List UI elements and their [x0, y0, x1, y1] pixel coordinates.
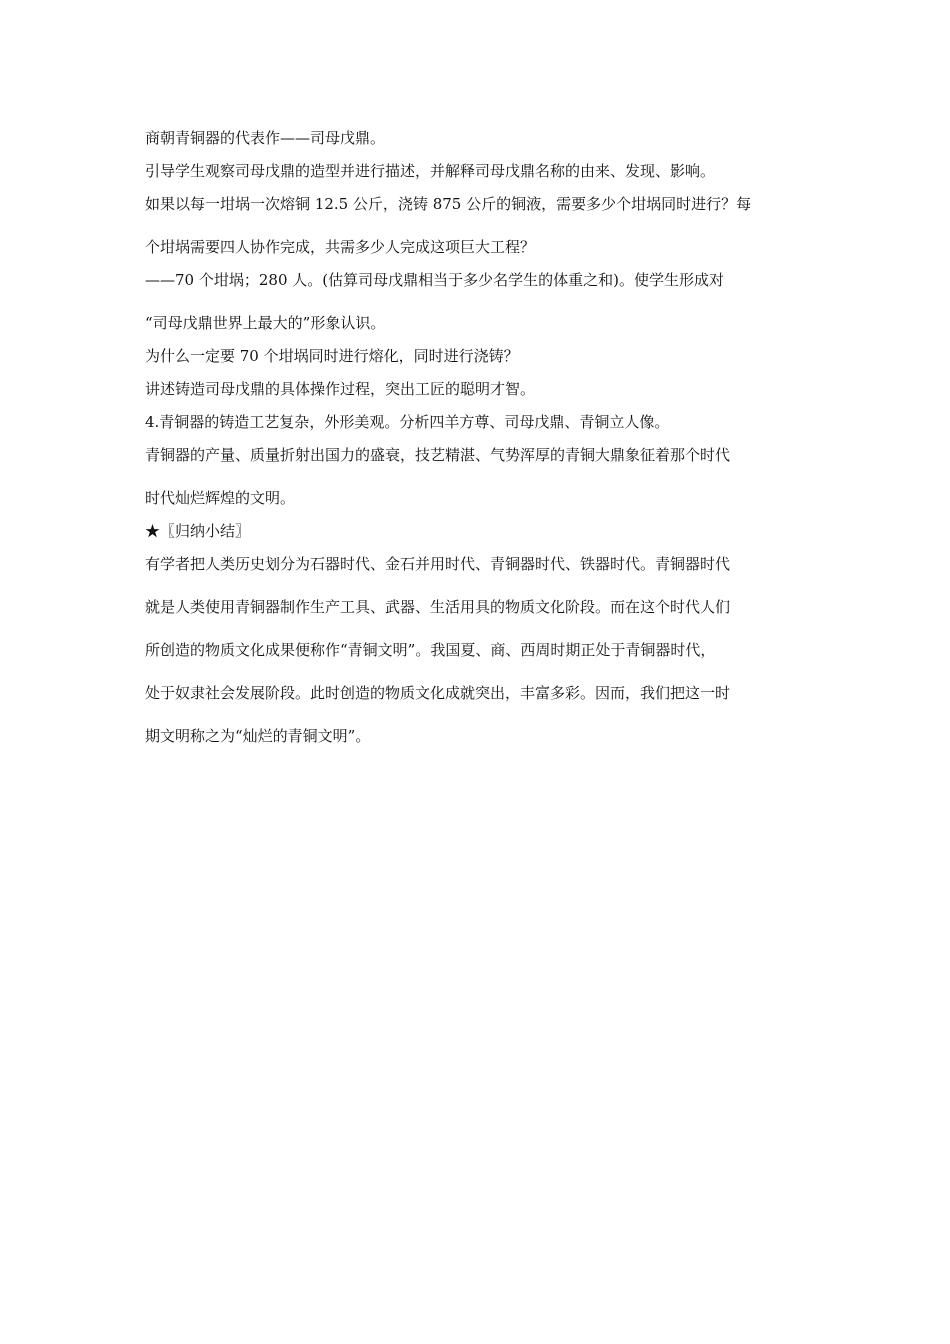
- text-line-2: 引导学生观察司母戊鼎的造型并进行描述，并解释司母戊鼎名称的由来、发现、影响。: [145, 162, 716, 180]
- text-line-15: 所创造的物质文化成果便称作“青铜文明”。我国夏、商、西周时期正处于青铜器时代，: [145, 641, 716, 659]
- text-line-10: 青铜器的产量、质量折射出国力的盛衰，技艺精湛、气势浑厚的青铜大鼎象征着那个时代: [145, 446, 731, 464]
- section-heading-summary: ★〖归纳小结〗: [145, 522, 251, 540]
- text-line-17: 期文明称之为“灿烂的青铜文明”。: [145, 727, 371, 745]
- text-line-5: ——70 个坩埚；280 人。(估算司母戊鼎相当于多少名学生的体重之和)。使学生形成对: [145, 271, 724, 289]
- text-line-7: 为什么一定要 70 个坩埚同时进行熔化，同时进行浇铸？: [145, 347, 519, 365]
- text-line-16: 处于奴隶社会发展阶段。此时创造的物质文化成就突出，丰富多彩。因而，我们把这一时: [145, 684, 731, 702]
- text-line-13: 有学者把人类历史划分为石器时代、金石并用时代、青铜器时代、铁器时代。青铜器时代: [145, 555, 731, 573]
- text-line-14: 就是人类使用青铜器制作生产工具、武器、生活用具的物质文化阶段。而在这个时代人们: [145, 598, 731, 616]
- text-line-9: 4.青铜器的铸造工艺复杂，外形美观。分析四羊方尊、司母戊鼎、青铜立人像。: [145, 413, 670, 431]
- text-line-6: “司母戊鼎世界上最大的”形象认识。: [145, 314, 386, 332]
- text-line-1: 商朝青铜器的代表作——司母戊鼎。: [145, 129, 386, 147]
- document-body: [145, 126, 810, 748]
- text-line-11: 时代灿烂辉煌的文明。: [145, 489, 296, 507]
- text-line-3: 如果以每一坩埚一次熔铜 12.5 公斤，浇铸 875 公斤的铜液，需要多少个坩埚同时进行？每: [145, 195, 752, 213]
- text-line-4: 个坩埚需要四人协作完成，共需多少人完成这项巨大工程？: [145, 238, 536, 256]
- text-line-8: 讲述铸造司母戊鼎的具体操作过程，突出工匠的聪明才智。: [145, 380, 536, 398]
